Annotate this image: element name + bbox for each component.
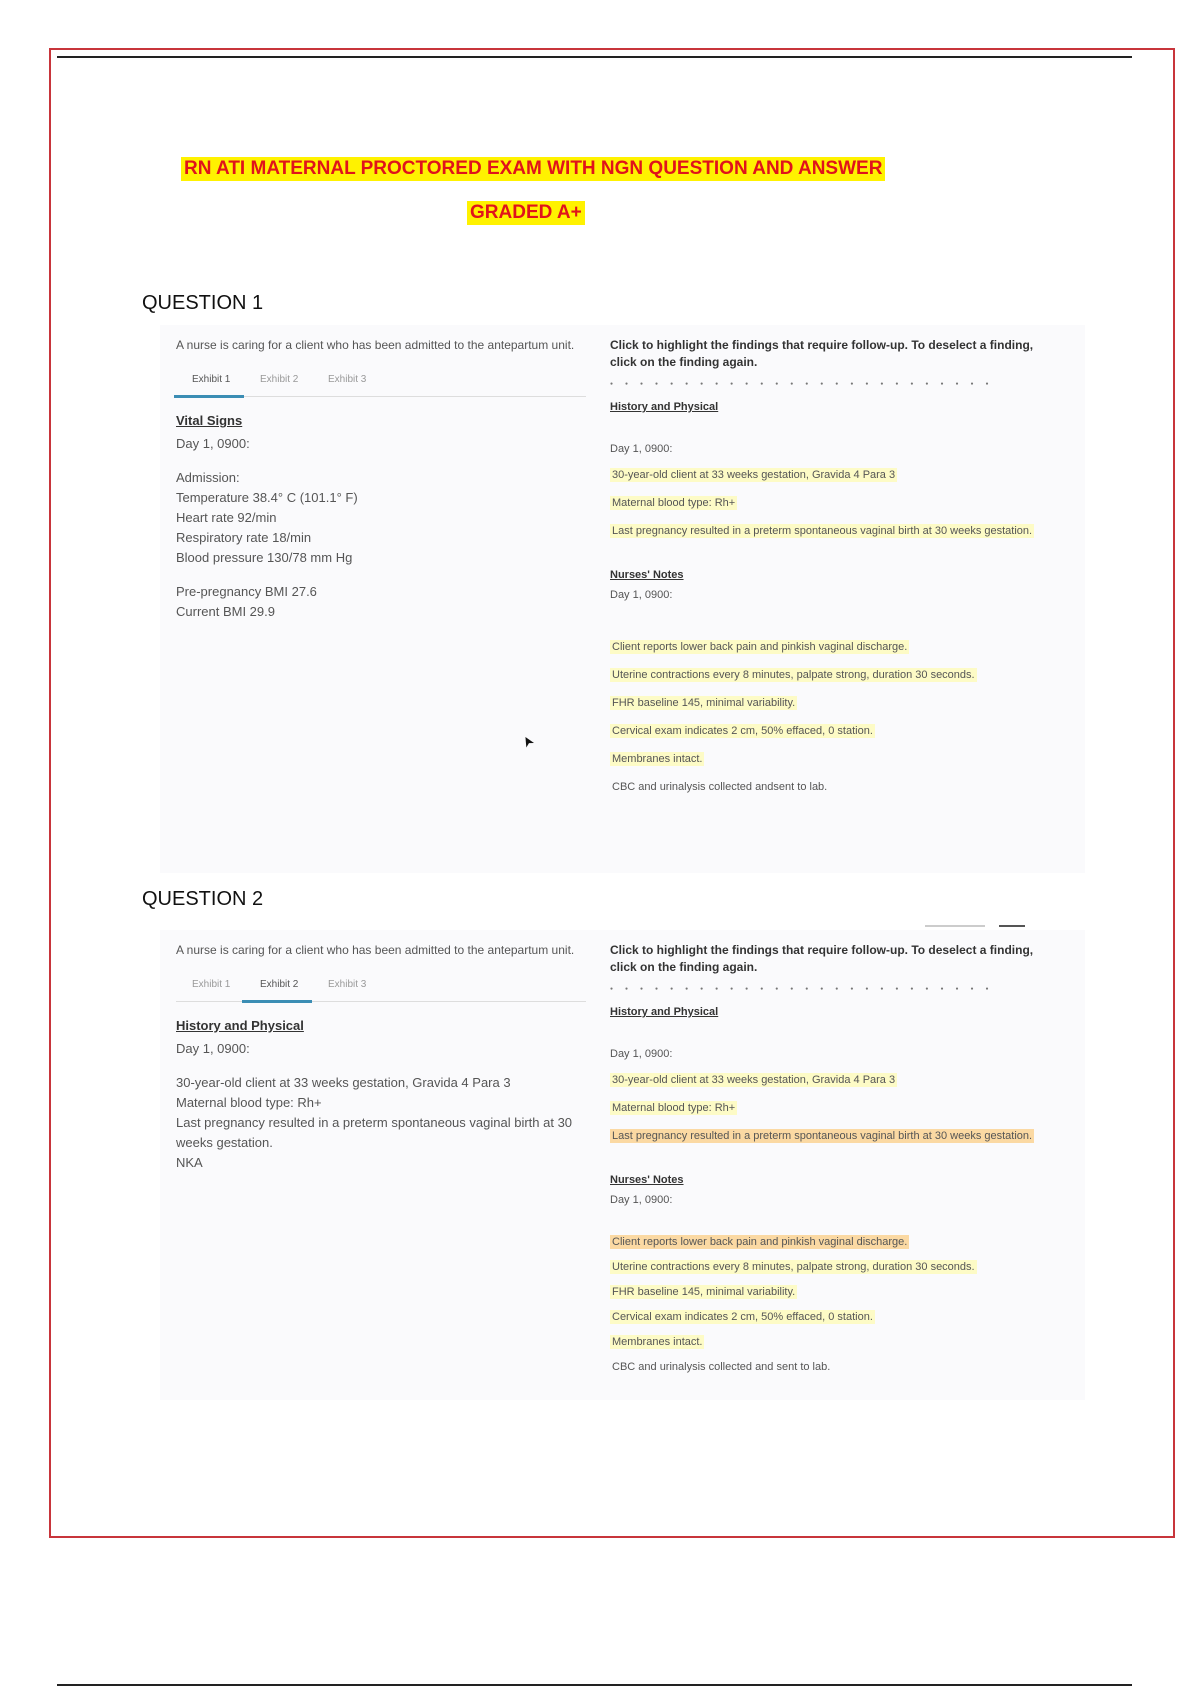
finding-item[interactable]: Membranes intact. — [612, 1336, 703, 1348]
nurses-notes-date: Day 1, 0900: — [610, 589, 673, 601]
finding-row — [610, 777, 1060, 795]
progress-line — [925, 925, 985, 927]
progress-lines — [911, 914, 1025, 932]
top-rule — [57, 56, 1132, 58]
exhibit-tabs — [176, 971, 586, 1002]
exhibit-tabs — [176, 366, 586, 397]
tab-exhibit-3[interactable]: Exhibit 3 — [328, 374, 367, 385]
exhibit-line: Pre-pregnancy BMI 27.6 — [176, 584, 317, 599]
exhibit-line: Maternal blood type: Rh+ — [176, 1095, 322, 1110]
finding-item[interactable]: Client reports lower back pain and pinkish vaginal discharge. — [612, 1236, 908, 1248]
finding-item[interactable]: 30-year-old client at 33 weeks gestation, Gravida 4 Para 3 — [612, 1074, 896, 1086]
tab-exhibit-1[interactable]: Exhibit 1 — [192, 979, 231, 990]
finding-item[interactable]: Cervical exam indicates 2 cm, 50% effaced, 0 station. — [612, 1311, 873, 1323]
finding-item[interactable]: Maternal blood type: Rh+ — [612, 497, 736, 509]
finding-row — [610, 1357, 1060, 1375]
finding-item[interactable]: 30-year-old client at 33 weeks gestation, Gravida 4 Para 3 — [612, 469, 896, 481]
history-physical-heading: History and Physical — [610, 401, 719, 413]
finding-row — [610, 1282, 1060, 1300]
finding-item[interactable]: CBC and urinalysis collected andsent to lab. — [612, 781, 828, 793]
exhibit-line: Admission: — [176, 470, 240, 485]
finding-item[interactable]: Membranes intact. — [612, 753, 703, 765]
finding-row — [610, 749, 1060, 767]
finding-row — [610, 1257, 1060, 1275]
history-physical-heading: History and Physical — [610, 1006, 719, 1018]
dot-divider: ●●●●●●●●●●●●●●●●●●●●●●●●●● — [610, 381, 1001, 387]
finding-row — [610, 1098, 1060, 1116]
finding-row — [610, 637, 1060, 655]
question-panel — [160, 325, 1085, 873]
exhibit-block — [176, 1073, 586, 1173]
finding-item[interactable]: Maternal blood type: Rh+ — [612, 1102, 736, 1114]
finding-row — [610, 721, 1060, 739]
exhibit-line: Respiratory rate 18/min — [176, 530, 312, 545]
tab-exhibit-2[interactable]: Exhibit 2 — [260, 374, 299, 385]
finding-row — [610, 1332, 1060, 1350]
question-heading: QUESTION 1 — [142, 292, 264, 314]
findings-column — [610, 337, 1060, 805]
active-tab-indicator — [242, 1000, 312, 1003]
history-physical-date: Day 1, 0900: — [610, 443, 673, 455]
exhibit-line: Heart rate 92/min — [176, 510, 277, 525]
exhibit-column — [176, 942, 586, 1173]
finding-row — [610, 1126, 1060, 1144]
question-panel — [160, 930, 1085, 1400]
exhibit-block — [176, 468, 586, 568]
exhibit-section-heading: Vital Signs — [176, 413, 243, 428]
exhibit-line: Last pregnancy resulted in a preterm spontaneous vaginal birth at 30 weeks gestation. — [176, 1115, 573, 1150]
exhibit-date: Day 1, 0900: — [176, 1041, 250, 1056]
tab-exhibit-3[interactable]: Exhibit 3 — [328, 979, 367, 990]
dot-divider: ●●●●●●●●●●●●●●●●●●●●●●●●●● — [610, 986, 1001, 992]
finding-row — [610, 465, 1060, 483]
bottom-rule — [57, 1684, 1132, 1686]
finding-item[interactable]: Cervical exam indicates 2 cm, 50% effaced, 0 station. — [612, 725, 873, 737]
finding-row — [610, 521, 1060, 539]
findings-column — [610, 942, 1060, 1382]
finding-row — [610, 665, 1060, 683]
exhibit-line: Current BMI 29.9 — [176, 604, 275, 619]
question-heading: QUESTION 2 — [142, 888, 264, 910]
question-prompt: A nurse is caring for a client who has been admitted to the antepartum unit. — [176, 943, 575, 957]
active-tab-indicator — [174, 395, 244, 398]
finding-row — [610, 1307, 1060, 1325]
nurses-notes-heading: Nurses' Notes — [610, 1174, 684, 1186]
nurses-notes-heading: Nurses' Notes — [610, 569, 684, 581]
document-subtitle: GRADED A+ — [467, 201, 585, 225]
exhibit-block — [176, 582, 586, 622]
progress-line — [999, 925, 1025, 927]
finding-row — [610, 493, 1060, 511]
exhibit-line: 30-year-old client at 33 weeks gestation, Gravida 4 Para 3 — [176, 1075, 511, 1090]
history-physical-date: Day 1, 0900: — [610, 1048, 673, 1060]
tab-exhibit-2[interactable]: Exhibit 2 — [260, 979, 299, 990]
exhibit-date: Day 1, 0900: — [176, 436, 250, 451]
mouse-cursor-icon: ➤ — [517, 732, 538, 751]
highlight-instructions: Click to highlight the findings that require follow-up. To deselect a finding, click on the finding again. — [610, 943, 1034, 974]
question-prompt: A nurse is caring for a client who has been admitted to the antepartum unit. — [176, 338, 575, 352]
exhibit-column — [176, 337, 586, 622]
finding-row — [610, 693, 1060, 711]
finding-item[interactable]: CBC and urinalysis collected and sent to lab. — [612, 1361, 831, 1373]
tab-exhibit-1[interactable]: Exhibit 1 — [192, 374, 231, 385]
finding-item[interactable]: FHR baseline 145, minimal variability. — [612, 1286, 796, 1298]
exhibit-line: NKA — [176, 1155, 203, 1170]
finding-item[interactable]: Last pregnancy resulted in a preterm spontaneous vaginal birth at 30 weeks gestation. — [612, 525, 1033, 537]
finding-item[interactable]: FHR baseline 145, minimal variability. — [612, 697, 796, 709]
finding-item[interactable]: Client reports lower back pain and pinkish vaginal discharge. — [612, 641, 908, 653]
finding-item[interactable]: Last pregnancy resulted in a preterm spontaneous vaginal birth at 30 weeks gestation. — [612, 1130, 1033, 1142]
document-title: RN ATI MATERNAL PROCTORED EXAM WITH NGN QUESTION AND ANSWER — [181, 157, 885, 181]
finding-row — [610, 1232, 1060, 1250]
finding-item[interactable]: Uterine contractions every 8 minutes, palpate strong, duration 30 seconds. — [612, 669, 975, 681]
finding-row — [610, 1070, 1060, 1088]
exhibit-section-heading: History and Physical — [176, 1018, 304, 1033]
exhibit-line: Temperature 38.4° C (101.1° F) — [176, 490, 358, 505]
exhibit-line: Blood pressure 130/78 mm Hg — [176, 550, 353, 565]
nurses-notes-date: Day 1, 0900: — [610, 1194, 673, 1206]
highlight-instructions: Click to highlight the findings that require follow-up. To deselect a finding, click on the finding again. — [610, 338, 1034, 369]
finding-item[interactable]: Uterine contractions every 8 minutes, palpate strong, duration 30 seconds. — [612, 1261, 975, 1273]
